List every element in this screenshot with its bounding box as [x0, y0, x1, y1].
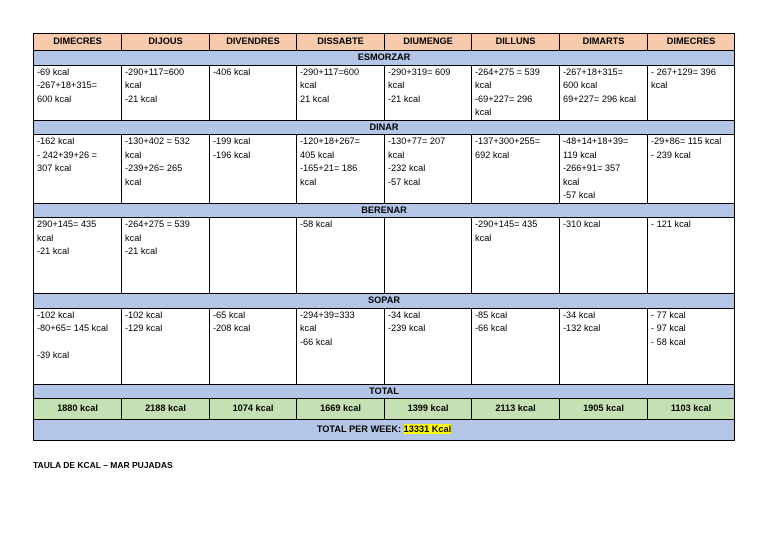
entry-line: -162 kcal	[37, 136, 75, 146]
lunch-cell	[122, 135, 210, 204]
entry-line: 21 kcal	[300, 93, 330, 104]
entry-line: kcal	[300, 176, 317, 187]
snack-cell	[472, 218, 560, 294]
lunch-cell	[34, 135, 122, 204]
day-header-row	[34, 34, 735, 51]
week-total-value: 13331 Kcal	[403, 424, 452, 435]
dinner-cell	[297, 308, 385, 384]
day-total: 2188 kcal	[122, 399, 210, 420]
entry-line: -290+117=600	[125, 66, 185, 77]
entry-line: 600 kcal	[37, 93, 72, 104]
entry-line: kcal	[300, 323, 317, 333]
lunch-cell	[385, 135, 472, 204]
entry-line: -130+77= 207	[388, 136, 446, 146]
day-total: 1103 kcal	[648, 399, 735, 420]
entry-line: - 97 kcal	[651, 323, 686, 333]
section-row-breakfast	[34, 51, 735, 66]
entry-line: -208 kcal	[213, 323, 251, 333]
entry-line: kcal	[475, 107, 492, 117]
day-header: DILLUNS	[472, 34, 560, 51]
dinner-cell	[34, 308, 122, 384]
lunch-cell	[210, 135, 297, 204]
entry-line: kcal	[475, 80, 492, 90]
snack-cell	[648, 218, 735, 294]
entry-line	[37, 336, 118, 350]
entry-line: -80+65= 145 kcal	[37, 323, 109, 333]
week-total-cell	[34, 420, 735, 441]
entry-line: -29+86= 115 kcal	[651, 136, 722, 146]
entry-line: -267+18+315=	[37, 80, 98, 90]
entry-line: 405 kcal	[300, 149, 335, 160]
day-total: 2113 kcal	[472, 399, 560, 420]
entry-line: -165+21= 186	[300, 163, 358, 173]
snack-cell	[560, 218, 648, 294]
week-total-label: TOTAL PER WEEK:	[316, 424, 402, 435]
meal-row-snack	[34, 218, 735, 294]
day-header: DIMARTS	[560, 34, 648, 51]
entry-line: kcal	[125, 149, 142, 160]
meal-row-dinner	[34, 308, 735, 384]
entry-line: -266+91= 357	[563, 163, 621, 173]
entry-line: -85 kcal	[475, 309, 508, 320]
entry-line: -129 kcal	[125, 323, 163, 333]
day-header: DIUMENGE	[385, 34, 472, 51]
section-title-dinner: SOPAR	[34, 294, 735, 309]
entry-line: - 267+129= 396	[651, 66, 716, 77]
entry-line: 307 kcal	[37, 163, 72, 173]
entry-line: -21 kcal	[388, 93, 421, 104]
day-total: 1669 kcal	[297, 399, 385, 420]
entry-line: -267+18+315=	[563, 66, 624, 77]
entry-line: -239 kcal	[388, 323, 426, 333]
entry-line: 69+227= 296 kcal	[563, 93, 637, 104]
entry-line: -406 kcal	[213, 66, 251, 77]
dinner-cell	[472, 308, 560, 384]
section-row-lunch	[34, 120, 735, 135]
snack-cell	[385, 218, 472, 294]
entry-line: -48+14+18+39=	[563, 136, 629, 146]
entry-line: -264+275 = 539	[475, 66, 540, 77]
breakfast-cell	[472, 65, 560, 120]
lunch-cell	[560, 135, 648, 204]
section-row-total	[34, 384, 735, 399]
entry-line: -120+18+267=	[300, 136, 361, 146]
snack-cell	[210, 218, 297, 294]
breakfast-cell	[210, 65, 297, 120]
snack-cell	[34, 218, 122, 294]
section-title-breakfast: ESMORZAR	[34, 51, 735, 66]
footer-caption: TAULA DE KCAL – MAR PUJADAS	[33, 460, 173, 470]
entry-line: -264+275 = 539	[125, 219, 190, 229]
day-header: DIMECRES	[34, 34, 122, 51]
kcal-table	[33, 33, 735, 441]
day-header: DIJOUS	[122, 34, 210, 51]
entry-line: kcal	[563, 176, 580, 187]
entry-line: -294+39=333	[300, 309, 355, 320]
entry-line: -69+227= 296	[475, 93, 533, 104]
dinner-cell	[385, 308, 472, 384]
dinner-cell	[122, 308, 210, 384]
dinner-cell	[210, 308, 297, 384]
day-header: DISSABTE	[297, 34, 385, 51]
entry-line: -290+145= 435	[475, 219, 538, 229]
breakfast-cell	[122, 65, 210, 120]
day-total: 1074 kcal	[210, 399, 297, 420]
entry-line: 600 kcal	[563, 80, 598, 90]
breakfast-cell	[297, 65, 385, 120]
breakfast-cell	[560, 65, 648, 120]
entry-line: -66 kcal	[475, 323, 508, 333]
entry-line: 119 kcal	[563, 149, 597, 160]
entry-line: -102 kcal	[125, 309, 163, 320]
meal-row-breakfast	[34, 65, 735, 120]
entry-line: -21 kcal	[37, 246, 70, 256]
entry-line: kcal	[651, 80, 668, 90]
entry-line: -132 kcal	[563, 323, 601, 333]
day-total: 1880 kcal	[34, 399, 122, 420]
week-total-row	[34, 420, 735, 441]
entry-line: -196 kcal	[213, 149, 251, 160]
entry-line: -102 kcal	[37, 309, 75, 320]
entry-line: -66 kcal	[300, 336, 333, 347]
entry-line: - 239 kcal	[651, 149, 691, 160]
day-total: 1399 kcal	[385, 399, 472, 420]
day-total: 1905 kcal	[560, 399, 648, 420]
entry-line: -310 kcal	[563, 219, 601, 229]
entry-line: -290+319= 609	[388, 66, 451, 77]
section-title-lunch: DINAR	[34, 120, 735, 135]
entry-line: kcal	[37, 232, 54, 243]
entry-line: -39 kcal	[37, 350, 70, 360]
entry-line: -69 kcal	[37, 66, 70, 77]
entry-line: - 242+39+26 =	[37, 149, 98, 160]
breakfast-cell	[385, 65, 472, 120]
section-title-snack: BERENAR	[34, 203, 735, 218]
entry-line: -130+402 = 532	[125, 136, 190, 146]
entry-line: -21 kcal	[125, 246, 158, 256]
entry-line: kcal	[125, 176, 142, 187]
entry-line: kcal	[388, 80, 405, 90]
breakfast-cell	[34, 65, 122, 120]
entry-line: kcal	[388, 149, 405, 160]
entry-line: -65 kcal	[213, 309, 246, 320]
entry-line: 692 kcal	[475, 149, 510, 160]
entry-line: -34 kcal	[563, 309, 596, 320]
meal-row-lunch	[34, 135, 735, 204]
section-title-total: TOTAL	[34, 384, 735, 399]
entry-line: kcal	[125, 232, 142, 243]
entry-line: - 58 kcal	[651, 336, 686, 347]
section-row-snack	[34, 203, 735, 218]
entry-line: -199 kcal	[213, 136, 251, 146]
day-header: DIVENDRES	[210, 34, 297, 51]
lunch-cell	[472, 135, 560, 204]
entry-line: kcal	[475, 232, 492, 243]
entry-line: -290+117=600	[300, 66, 360, 77]
lunch-cell	[297, 135, 385, 204]
dinner-cell	[648, 308, 735, 384]
snack-cell	[122, 218, 210, 294]
snack-cell	[297, 218, 385, 294]
lunch-cell	[648, 135, 735, 204]
day-header: DIMECRES	[648, 34, 735, 51]
entry-line: -137+300+255=	[475, 136, 541, 146]
entry-line: -21 kcal	[125, 93, 158, 104]
entry-line: 290+145= 435	[37, 219, 97, 229]
breakfast-cell	[648, 65, 735, 120]
entry-line: -34 kcal	[388, 309, 421, 320]
entry-line: -232 kcal	[388, 163, 426, 173]
entry-line: -58 kcal	[300, 219, 333, 229]
entry-line: - 77 kcal	[651, 309, 686, 320]
entry-line: - 121 kcal	[651, 219, 691, 229]
entry-line: kcal	[125, 80, 142, 90]
dinner-cell	[560, 308, 648, 384]
entry-line: -239+26= 265	[125, 163, 183, 173]
section-row-dinner	[34, 294, 735, 309]
entry-line: -57 kcal	[563, 190, 596, 200]
totals-row	[34, 399, 735, 420]
entry-line: kcal	[300, 80, 317, 90]
entry-line: -57 kcal	[388, 176, 421, 187]
